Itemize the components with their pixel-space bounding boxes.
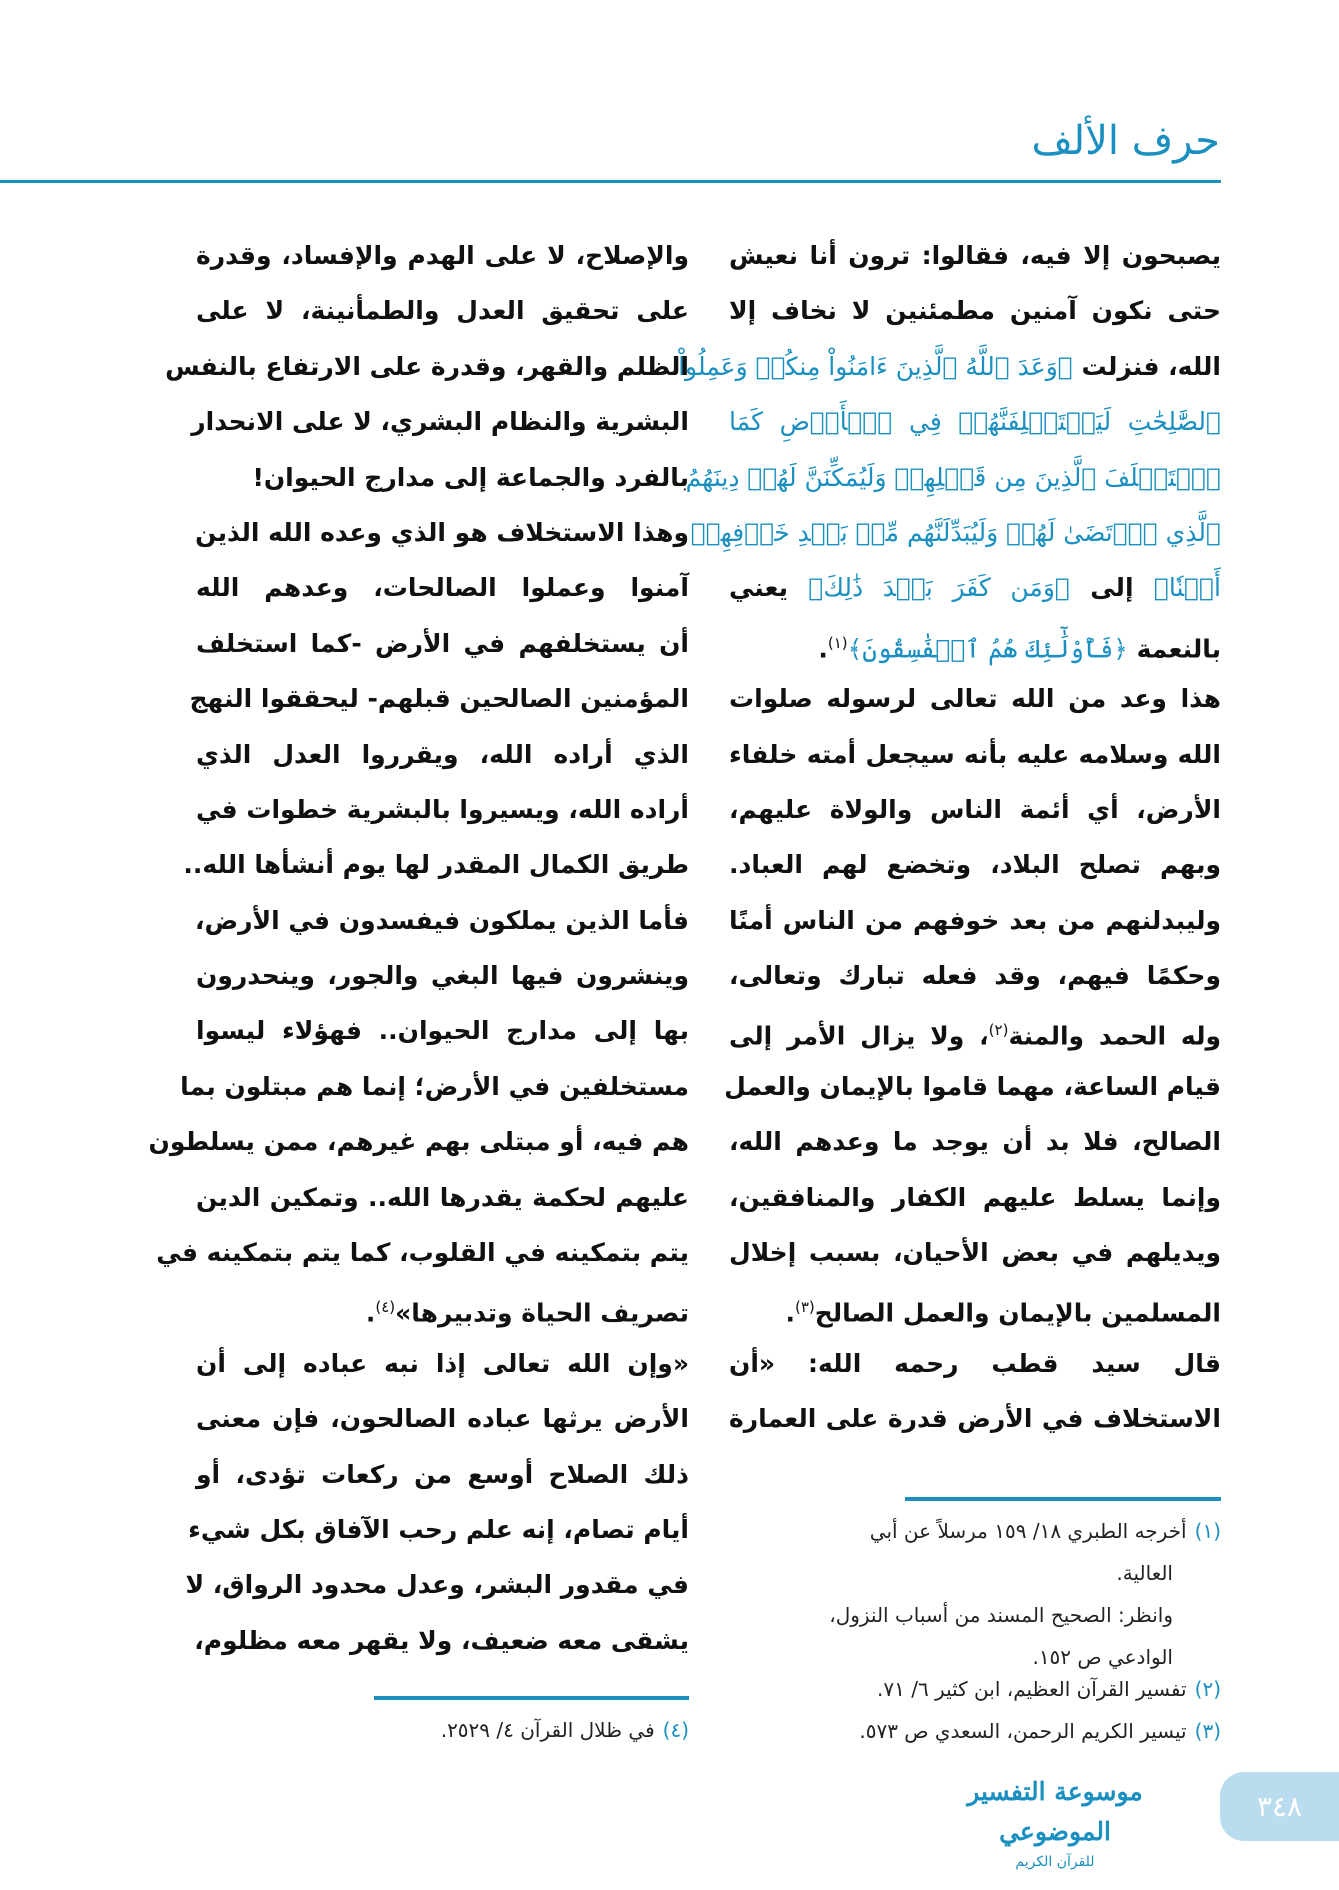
text-line [156, 1225, 689, 1280]
text-line [196, 283, 689, 338]
left-text-column [148, 228, 689, 1668]
text-line [191, 394, 689, 449]
quran-verse: ﴿وَعَدَ ٱللَّهُ ٱلَّذِينَ ءَامَنُواْ مِنكُمۡ وَعَمِلُواْ [678, 351, 1073, 381]
text-line [165, 339, 689, 394]
text-line [729, 394, 1221, 449]
text-line [729, 1280, 1221, 1335]
text-line [196, 1003, 689, 1058]
quran-verse: ٱلَّذِي ٱرۡتَضَىٰ لَهُمۡ وَلَيُبَدِّلَنَّهُم مِّنۢ بَعۡدِ خَوۡفِهِمۡ [690, 517, 1221, 547]
body-text: البشرية والنظام البشري، لا على الانحدار [191, 407, 689, 437]
body-text: ، ولا يزال الأمر إلى [729, 1021, 989, 1051]
text-line [196, 727, 689, 782]
text-line [729, 616, 1221, 671]
footnote-number: (٤) [662, 1718, 689, 1742]
body-text: بالنعمة [1127, 634, 1221, 664]
footnote-text: أخرجه الطبري ١٨/ ١٥٩ مرسلاً عن أبي [869, 1519, 1187, 1543]
body-text: مستخلفين في الأرض؛ إنما هم مبتلون بما [180, 1071, 689, 1101]
text-line [729, 1225, 1221, 1280]
body-text: الأرض يرثها عباده الصالحون، فإن معنى [196, 1404, 689, 1434]
encyclopedia-logo [930, 1772, 1180, 1870]
body-text: قيام الساعة، مهما قاموا بالإيمان والعمل [724, 1071, 1221, 1101]
text-line [196, 1391, 689, 1446]
footnote-number: (١) [1194, 1519, 1221, 1543]
text-line [729, 893, 1221, 948]
text-line [196, 1336, 689, 1391]
body-text: وليبدلنهم من بعد خوفهم من الناس أمنًا [729, 905, 1221, 935]
text-line [196, 1613, 689, 1668]
quran-verse: ٱسۡتَخۡلَفَ ٱلَّذِينَ مِن قَبۡلِهِمۡ وَلَيُمَكِّنَنَّ لَهُمۡ دِينَهُمُ [685, 462, 1221, 492]
body-text: الله، فنزلت [1072, 351, 1221, 381]
body-text: طريق الكمال المقدر لها يوم أنشأها الله.. [183, 850, 689, 880]
footnote-ref: (٣) [794, 1298, 815, 1317]
body-text: الأرض، أي أئمة الناس والولاة عليهم، [729, 794, 1221, 824]
footnote-text: العالية. [1116, 1561, 1173, 1585]
footnote-text: وانظر: الصحيح المسند من أسباب النزول، [829, 1603, 1173, 1627]
text-line [148, 1114, 689, 1169]
text-line [185, 1557, 689, 1612]
body-text: . [818, 634, 828, 664]
body-text: تصريف الحياة وتدبيرها» [395, 1298, 689, 1328]
chapter-title: حرف الألف [1031, 118, 1220, 164]
text-line [188, 1502, 689, 1557]
footnote-4 [196, 1709, 689, 1751]
text-line [690, 505, 1221, 560]
body-text: يشقى معه ضعيف، ولا يقهر معه مظلوم، [194, 1625, 689, 1655]
body-text: أيام تصام، إنه علم رحب الآفاق بكل شيء [188, 1514, 689, 1544]
body-text: أراده الله، ويسيروا بالبشرية خطوات في [196, 794, 689, 824]
body-text: . [785, 1298, 795, 1328]
text-line [685, 450, 1221, 505]
text-line [196, 228, 689, 283]
logo-subtitle: للقرآن الكريم [1015, 1854, 1095, 1870]
body-text: فأما الذين يملكون فيفسدون في الأرض، [194, 905, 689, 935]
body-text: وبهم تصلح البلاد، وتخضع لهم العباد. [729, 850, 1221, 880]
body-text: والإصلاح، لا على الهدم والإفساد، وقدرة [196, 241, 689, 270]
body-text: بها إلى مدارج الحيوان.. فهؤلاء ليسوا [196, 1016, 689, 1046]
text-line [196, 782, 689, 837]
body-text: الاستخلاف في الأرض قدرة على العمارة [729, 1404, 1221, 1434]
text-line [729, 560, 1221, 615]
body-text: هم فيه، أو مبتلى بهم غيرهم، ممن يسلطون [148, 1127, 689, 1157]
body-text: الذي أراده الله، ويقرروا العدل الذي [196, 739, 689, 769]
text-line [729, 1114, 1221, 1169]
body-text: يتم بتمكينه في القلوب، كما يتم بتمكينه في [156, 1238, 689, 1268]
body-text: وله الحمد والمنة [1008, 1021, 1221, 1051]
body-text: قال سيد قطب رحمه الله: «أن [729, 1348, 1221, 1378]
footnote-number: (٣) [1194, 1719, 1221, 1743]
body-text: وإنما يسلط عليهم الكفار والمنافقين، [729, 1182, 1221, 1212]
text-line [724, 1059, 1221, 1114]
body-text: حتى نكون آمنين مطمئنين لا نخاف إلا [729, 296, 1221, 326]
body-text: المسلمين بالإيمان والعمل الصالح [814, 1298, 1221, 1328]
text-line [729, 1170, 1221, 1225]
body-text: ذلك الصلاح أوسع من ركعات تؤدى، أو [196, 1459, 689, 1489]
text-line [196, 1280, 689, 1335]
body-text: إلى [1069, 573, 1154, 603]
logo-title: موسوعة التفسير الموضوعي [967, 1777, 1143, 1846]
body-text: وحكمًا فيهم، وقد فعله تبارك وتعالى، [729, 961, 1221, 991]
footnote-3 [729, 1710, 1221, 1752]
text-line [196, 505, 689, 560]
text-line [729, 228, 1221, 283]
right-text-column [678, 228, 1221, 1447]
body-text: ويديلهم في بعض الأحيان، بسبب إخلال [729, 1238, 1221, 1268]
body-text: الصالح، فلا بد أن يوجد ما وعدهم الله، [729, 1127, 1221, 1157]
text-line [196, 948, 689, 1003]
footnote-text: الوادعي ص ١٥٢. [1032, 1645, 1173, 1669]
footnotes-left [196, 1709, 689, 1751]
body-text: في مقدور البشر، وعدل محدود الرواق، لا [185, 1570, 689, 1600]
text-line [729, 727, 1221, 782]
text-line [729, 948, 1221, 1003]
footnote-ref: (٢) [988, 1021, 1009, 1040]
body-text: يعني [729, 573, 809, 603]
footnote-text: تيسير الكريم الرحمن، السعدي ص ٥٧٣. [859, 1719, 1187, 1743]
footnote-text: في ظلال القرآن ٤/ ٢٥٢٩. [440, 1718, 655, 1742]
text-line [729, 837, 1221, 892]
footnote-ref: (٤) [375, 1298, 396, 1317]
text-line [196, 1170, 689, 1225]
text-line [196, 560, 689, 615]
body-text: يصبحون إلا فيه، فقالوا: ترون أنا نعيش [729, 241, 1221, 270]
footnote-2 [729, 1668, 1221, 1710]
body-text: وينشرون فيها البغي والجور، وينحدرون [196, 961, 689, 991]
text-line [729, 1003, 1221, 1058]
quran-verse: ﴿فَأُوْلَٰٓئِكَ هُمُ ٱلۡفَٰسِقُونَ﴾ [847, 634, 1128, 664]
body-text: المؤمنين الصالحين قبلهم- ليحققوا النهج [189, 684, 689, 714]
body-text: بالفرد والجماعة إلى مدارج الحيوان! [252, 462, 689, 492]
footnote-ref: (١) [827, 633, 848, 652]
body-text: . [365, 1298, 376, 1328]
body-text: «وإن الله تعالى إذا نبه عباده إلى أن [196, 1348, 689, 1378]
text-line [196, 893, 689, 948]
text-line [729, 283, 1221, 338]
body-text: الظلم والقهر، وقدرة على الارتفاع بالنفس [165, 351, 689, 381]
text-line [183, 837, 689, 892]
body-text: آمنوا وعملوا الصالحات، وعدهم الله [196, 573, 689, 603]
footnote-number: (٢) [1194, 1677, 1221, 1701]
footnote-1 [729, 1510, 1221, 1678]
quran-verse: ٱلصَّٰلِحَٰتِ لَيَسۡتَخۡلِفَنَّهُمۡ فِي ٱلۡأَرۡضِ كَمَا [729, 407, 1221, 437]
text-line [729, 782, 1221, 837]
header-divider [0, 180, 1221, 183]
text-line [196, 450, 689, 505]
quran-verse: أَمۡنٗا﴾ [1153, 573, 1221, 603]
footnotes-right [729, 1510, 1221, 1752]
body-text: وهذا الاستخلاف هو الذي وعده الله الذين [195, 517, 689, 547]
body-text: الله وسلامه عليه بأنه سيجعل أمته خلفاء [729, 739, 1221, 769]
footnote-divider-right [905, 1497, 1221, 1501]
text-line [729, 671, 1221, 726]
text-line [729, 1391, 1221, 1446]
body-text: أن يستخلفهم في الأرض -كما استخلف [196, 628, 689, 658]
body-text: هذا وعد من الله تعالى لرسوله صلوات [729, 684, 1221, 714]
text-line [678, 339, 1221, 394]
body-text: على تحقيق العدل والطمأنينة، لا على [196, 296, 689, 326]
text-line [196, 616, 689, 671]
footnote-text: تفسير القرآن العظيم، ابن كثير ٦/ ٧١. [877, 1677, 1187, 1701]
text-line [196, 1447, 689, 1502]
text-line [189, 671, 689, 726]
page-number-badge: ٣٤٨ [1220, 1772, 1339, 1841]
quran-verse: ﴿وَمَن كَفَرَ بَعۡدَ ذَٰلِكَ﴾ [808, 573, 1070, 603]
body-text: عليهم لحكمة يقدرها الله.. وتمكين الدين [196, 1182, 689, 1212]
footnote-divider-left [374, 1696, 689, 1700]
text-line [180, 1059, 689, 1114]
text-line [729, 1336, 1221, 1391]
